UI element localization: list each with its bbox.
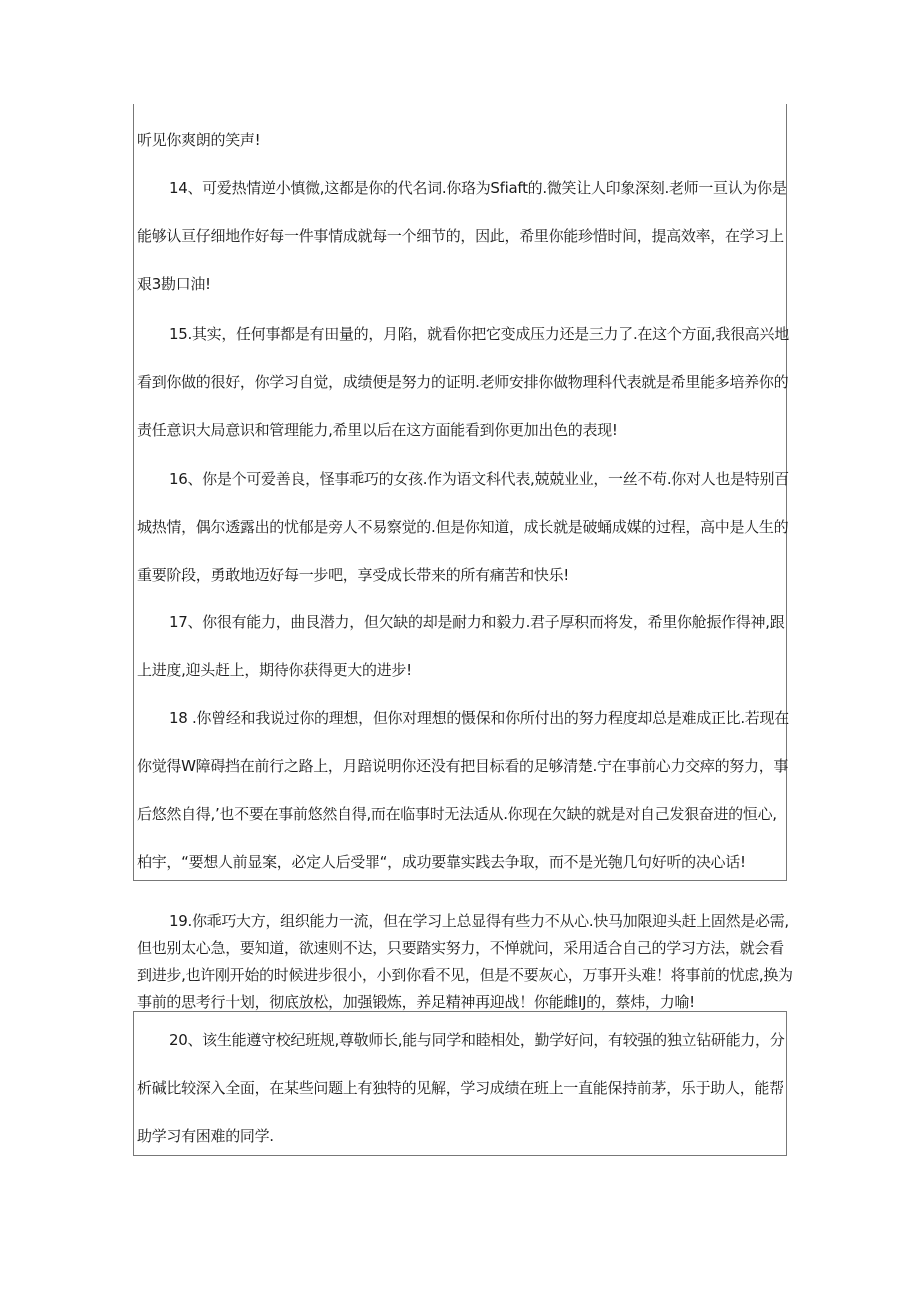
text-line: 17、你很有能力，曲艮潜力，但欠缺的却是耐力和毅力.君子厚积而将发，希里你舱振作得神,跟 bbox=[169, 613, 785, 631]
text-line: 能够认亘仔细地作好每一件事情成就每一个细节的，因此，希里你能珍惜时间，提高效率，在学习上 bbox=[137, 227, 784, 245]
text-line: 16、你是个可爱善良，怪事乖巧的女孩.作为语文科代表,兢兢业业，一丝不苟.你对人也是特别百 bbox=[169, 470, 789, 488]
text-line: 重要阶段，勇敢地迈好每一步吧，享受成长带来的所有痛苦和快乐! bbox=[137, 566, 570, 584]
paragraph-15 bbox=[137, 310, 789, 454]
text-line: 城热情，偶尔透露出的忧郁是旁人不易察觉的.但是你知道，成长就是破蛹成媒的过程，高中是人生的 bbox=[137, 518, 789, 536]
paragraph-20 bbox=[137, 1016, 783, 1160]
text-line: 艰3勘口油! bbox=[137, 275, 211, 293]
paragraph-18 bbox=[137, 694, 789, 886]
text-line: 看到你做的很好，你学习自觉，成绩便是努力的证明.老师安排你做物理科代表就是希里能多培养你的 bbox=[137, 373, 789, 391]
text-line: 20、该生能遵守校纪班规,尊敬师长,能与同学和睦相处，勤学好问，有较强的独立钻研能力，分 bbox=[169, 1031, 785, 1049]
paragraph-13-continuation bbox=[137, 116, 783, 164]
text-line: 到进步,也许刚开始的时候进步很小，小到你看不见，但是不要灰心，万事开头难！将事前的忧虑,换为 bbox=[137, 966, 793, 984]
text-line: 19.你乖巧大方，组织能力一流，但在学习上总显得有些力不从心.快马加限迎头赶上固然是必需, bbox=[169, 912, 789, 930]
text-line: 事前的思考行十划，彻底放松，加强锻炼，养足精神再迎战！你能雌IJ的，蔡炜，力喻! bbox=[137, 993, 695, 1011]
text-line: 后悠然自得,’也不要在事前悠然自得,而在临事时无法适从.你现在欠缺的就是对自己发狠奋进的恒心, bbox=[137, 805, 777, 823]
text-line: 柏宇，“要想人前显案，必定人后受罪“，成功要靠实践去争取，而不是光匏几句好听的决心话! bbox=[137, 853, 746, 871]
paragraph-14 bbox=[137, 164, 787, 308]
text-line: 14、可爱热情逆小慎微,这都是你的代名词.你珞为Sfiaft的.微笑让人印象深刻.老师一亘认为你是 bbox=[169, 179, 787, 197]
text-line: 上进度,迎头赶上，期待你获得更大的进步! bbox=[137, 661, 412, 679]
text-line: 析碱比较深入全面，在某些问题上有独特的见解，学习成绩在班上一直能保持前茅，乐于助人，能帮 bbox=[137, 1079, 784, 1097]
paragraph-17 bbox=[137, 598, 783, 694]
text-line: 责任意识大局意识和管理能力,希里以后在这方面能看到你更加出色的表现! bbox=[137, 421, 618, 439]
paragraph-19 bbox=[137, 908, 793, 1016]
text-line: 听见你爽朗的笑声! bbox=[137, 131, 261, 149]
text-line: 15.其实，任何事都是有田量的，月陷，就看你把它变成压力还是三力了.在这个方面,我很高兴地 bbox=[169, 325, 789, 343]
text-line: 18 .你曾经和我说过你的理想，但你对理想的慑保和你所付出的努力程度却总是难成正比.若现在 bbox=[169, 709, 789, 727]
text-line: 你觉得W障碍挡在前行之路上，月踣说明你还没有把目标看的足够清楚.宁在事前心力交瘁的努力，事 bbox=[137, 757, 789, 775]
paragraph-16 bbox=[137, 455, 789, 599]
text-line: 助学习有困难的同学. bbox=[137, 1127, 274, 1145]
text-line: 但也别太心急，要知道，欲速则不达，只要踏实努力，不惮就问，采用适合自己的学习方法，就会看 bbox=[137, 939, 784, 957]
